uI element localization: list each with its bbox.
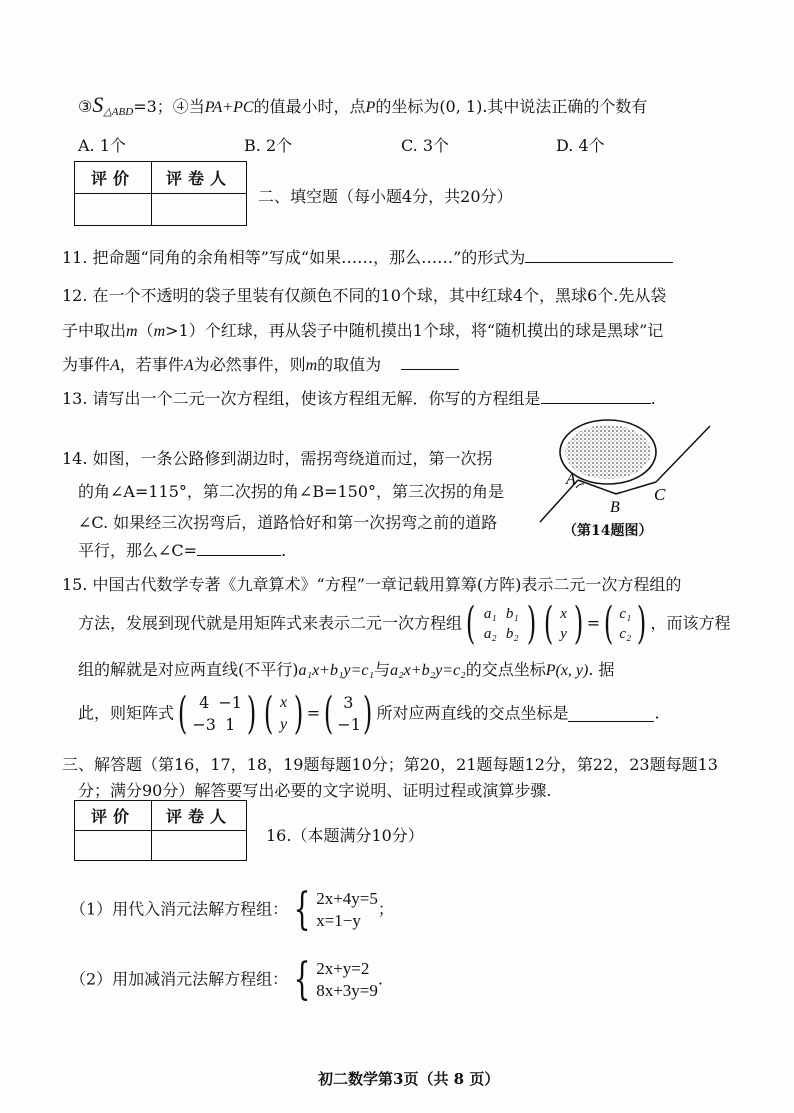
label-a: A xyxy=(566,471,576,488)
vector-constants: ( 3 −1) xyxy=(323,688,373,739)
item4-text: 的值最小时，点 xyxy=(253,97,366,116)
q16-title: 16.（本题满分10分） xyxy=(266,826,424,845)
item4-end: 的坐标为(0, 1).其中说法正确的个数有 xyxy=(375,97,648,116)
q14-line2: 的角∠A=115°，第二次拐的角∠B=150°，第三次拐的角是 xyxy=(78,482,505,501)
q11-answer-blank[interactable] xyxy=(525,246,673,263)
system-2: 2x+y=2 8x+3y=9 xyxy=(316,958,378,1000)
item3-text: =3；④当 xyxy=(133,97,205,116)
q15-line2: 方法，发展到现代就是用矩阵式来表示二元一次方程组( a₁ b₁ a₂ b₂ ) ( x y ) =( c₁ c₂ ) ，而该方程 xyxy=(78,598,731,649)
road-end xyxy=(656,426,710,482)
q16-part2: （2）用加减消元法解方程组： { 2x+y=2 8x+3y=9. xyxy=(70,953,383,1005)
grade-header-score-2: 评价 xyxy=(75,801,152,831)
q11-text: 把命题“同角的余角相等”写成“如果……，那么……”的形式为 xyxy=(92,248,526,267)
q16-part1: （1）用代入消元法解方程组： { 2x+4y=5 x=1−y； xyxy=(70,883,394,935)
grade-header-grader-2: 评卷人 xyxy=(152,801,247,831)
q12-number: 12. xyxy=(62,286,88,305)
q11-number: 11. xyxy=(62,248,88,267)
option-b[interactable]: B. 2个 xyxy=(244,136,293,155)
angle-a-arc xyxy=(576,484,584,488)
section3-line1: 三、解答题（第16，17，18，19题每题10分；第20，21题每题12分，第22，23题每题13 xyxy=(62,755,718,774)
vector-xy: ( x y ) xyxy=(544,598,583,649)
score-cell[interactable] xyxy=(75,194,152,226)
q12-line2: 子中取出m（m>1）个红球，再从袋子中随机摸出1个球，将“随机摸出的球是黑球”记 xyxy=(62,321,664,340)
q10-statements xyxy=(78,92,647,118)
vector-xy-2: ( x y ) xyxy=(264,688,303,739)
matrix-numeric: ( 4 −1 −3 1 ) xyxy=(177,688,257,739)
q14-answer-blank[interactable] xyxy=(197,539,281,556)
q15-number: 15. xyxy=(62,575,88,594)
q14-line3: ∠C. 如果经三次拐弯后，道路恰好和第一次拐弯之前的道路 xyxy=(78,513,498,532)
q14-figure xyxy=(520,418,720,528)
grade-table-1 xyxy=(74,161,247,226)
intersection-point: P(x, y) xyxy=(545,662,589,679)
score-cell-2[interactable] xyxy=(75,831,152,861)
line-equation-2: a₂x+b₂y=c₂ xyxy=(390,662,466,679)
q13: 13. 请写出一个二元一次方程组，使该方程组无解．你写的方程组是 . xyxy=(62,389,656,408)
grade-header-score: 评价 xyxy=(75,162,152,194)
q14-line1: 14. 如图，一条公路修到湖边时，需拐弯绕道而过，第一次拐 xyxy=(62,449,493,468)
line-equation-1: a₁x+b₁y=c₁ xyxy=(298,662,375,679)
section3-line2: 分；满分90分）解答要写出必要的文字说明、证明过程或演算步骤. xyxy=(78,781,552,800)
item3-marker: ③ xyxy=(78,97,93,116)
q15-line1: 15. 中国古代数学专著《九章算术》“方程”一章记载用算筹(方阵)表示二元一次方程组的 xyxy=(62,575,682,594)
label-b: B xyxy=(610,499,620,516)
q15-line4: 此，则矩阵式( 4 −1 −3 1 ) ( x y ) =( 3 −1) 所对应两直线的交点坐标是 . xyxy=(78,688,660,739)
q13-answer-blank[interactable] xyxy=(541,387,651,404)
pa-pc: PA+PC xyxy=(204,99,254,116)
option-a[interactable]: A. 1个 xyxy=(78,136,126,155)
q14-caption: （第14题图） xyxy=(563,523,653,539)
q14-line4: 平行，那么∠C= . xyxy=(78,541,287,560)
grader-cell-2[interactable] xyxy=(152,831,247,861)
option-c[interactable]: C. 3个 xyxy=(401,136,450,155)
area-subscript: △ABD xyxy=(103,106,134,118)
option-d[interactable]: D. 4个 xyxy=(556,136,605,155)
lake-fill xyxy=(565,425,651,479)
grade-header-grader: 评卷人 xyxy=(152,162,247,194)
system-1: 2x+4y=5 x=1−y xyxy=(316,888,378,930)
q15-line3: 组的解就是对应两直线(不平行)a₁x+b₁y=c₁与a₂x+b₂y=c₂的交点坐标P(x, y). 据 xyxy=(78,660,615,679)
page-footer: 初二数学第3页（共 8 页） xyxy=(318,1070,500,1088)
vector-c: ( c₁ c₂ ) xyxy=(603,598,647,649)
point-p: P xyxy=(365,99,376,116)
label-c: C xyxy=(654,485,666,504)
q15-answer-blank[interactable] xyxy=(568,705,654,722)
q12-line3: 为事件A，若事件A为必然事件，则m的取值为 xyxy=(62,352,459,375)
area-symbol: S xyxy=(92,92,104,117)
matrix-coefficients: ( a₁ b₁ a₂ b₂ ) xyxy=(465,598,537,649)
q14-number: 14. xyxy=(62,449,88,468)
q12-answer-blank[interactable] xyxy=(401,353,459,370)
q13-number: 13. xyxy=(62,389,88,408)
section2-heading: 二、填空题（每小题4分，共20分） xyxy=(258,187,513,206)
q12-line1: 12. 在一个不透明的袋子里装有仅颜色不同的10个球，其中红球4个，黑球6个.先从袋 xyxy=(62,286,667,305)
grade-table-2 xyxy=(74,800,247,861)
grader-cell[interactable] xyxy=(152,194,247,226)
q11 xyxy=(62,245,673,268)
